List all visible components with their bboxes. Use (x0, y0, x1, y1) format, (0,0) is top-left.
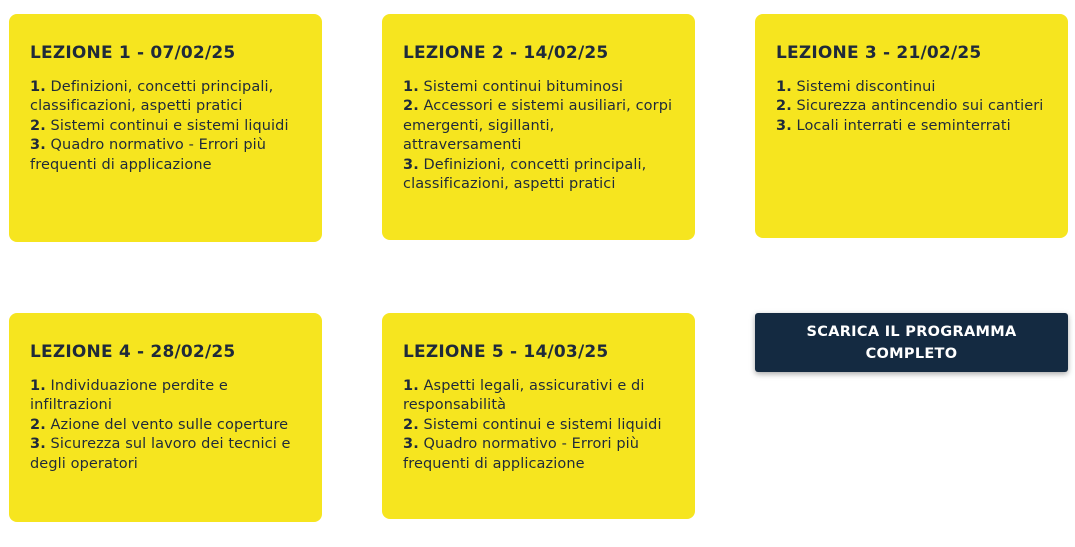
topic-text: Sistemi continui e sistemi liquidi (423, 416, 662, 433)
lesson-topic (30, 377, 302, 416)
lesson-title: LEZIONE 2 - 14/02/25 (403, 43, 609, 63)
topic-number: 1. (776, 79, 792, 95)
topic-text: Quadro normativo - Errori più frequenti di applicazione (403, 436, 640, 472)
lesson-topic (403, 435, 675, 474)
lesson-topic (30, 435, 302, 474)
topic-number: 1. (403, 79, 419, 95)
topic-text: Individuazione perdite e infiltrazioni (30, 378, 228, 414)
topic-number: 3. (30, 436, 46, 453)
topic-text: Sistemi continui bituminosi (423, 79, 624, 95)
topic-number: 2. (30, 117, 46, 134)
lesson-card-3 (755, 14, 1068, 238)
lesson-topics (403, 78, 675, 194)
lesson-card-5 (382, 313, 695, 519)
topic-number: 1. (30, 79, 46, 95)
lesson-card-2 (382, 14, 695, 240)
topic-text: Locali interrati e seminterrati (796, 117, 1011, 134)
lesson-title: LEZIONE 3 - 21/02/25 (776, 43, 982, 63)
lesson-title: LEZIONE 5 - 14/03/25 (403, 342, 609, 362)
lesson-topics (30, 78, 302, 175)
lesson-topic (403, 78, 675, 97)
topic-text: Definizioni, concetti principali, classificazioni, aspetti pratici (403, 156, 647, 193)
lesson-card-1 (9, 14, 322, 242)
download-button-label-line2: COMPLETO (865, 346, 958, 362)
topic-text: Definizioni, concetti principali, classificazioni, aspetti pratici (30, 79, 274, 115)
topic-text: Accessori e sistemi ausiliari, corpi emergenti, sigillanti, attraversamenti (403, 98, 673, 154)
lesson-topics (30, 377, 302, 474)
topic-number: 2. (776, 98, 792, 115)
lesson-topic (30, 117, 302, 136)
lesson-title: LEZIONE 4 - 28/02/25 (30, 342, 236, 362)
topic-number: 2. (403, 98, 419, 115)
topic-number: 3. (403, 436, 419, 453)
topic-text: Quadro normativo - Errori più frequenti di applicazione (30, 137, 267, 173)
lesson-topic (776, 78, 1048, 97)
topic-text: Azione del vento sulle coperture (50, 416, 289, 433)
topic-number: 2. (30, 416, 46, 433)
topic-number: 1. (30, 378, 46, 394)
topic-number: 2. (403, 416, 419, 433)
lesson-topic (776, 97, 1048, 116)
lesson-topic (403, 416, 675, 435)
topic-text: Sicurezza sul lavoro dei tecnici e degli operatori (30, 436, 291, 472)
lesson-topic (30, 78, 302, 117)
lesson-topic (403, 377, 675, 416)
lesson-topic (30, 136, 302, 175)
lesson-card-4 (9, 313, 322, 522)
download-program-button[interactable] (755, 313, 1068, 372)
topic-number: 3. (30, 137, 46, 154)
topic-text: Sistemi discontinui (796, 79, 936, 95)
topic-text: Sistemi continui e sistemi liquidi (50, 117, 289, 134)
lesson-topic (30, 416, 302, 435)
topic-number: 3. (403, 156, 419, 173)
lesson-topic (403, 97, 675, 155)
lesson-title: LEZIONE 1 - 07/02/25 (30, 43, 236, 63)
lesson-topics (776, 78, 1048, 136)
lesson-topic (403, 156, 675, 195)
topic-text: Aspetti legali, assicurativi e di responsabilità (403, 378, 645, 414)
topic-number: 3. (776, 117, 792, 134)
topic-number: 1. (403, 378, 419, 394)
lesson-topics (403, 377, 675, 474)
download-button-label-line1: SCARICA IL PROGRAMMA (806, 324, 1017, 340)
lesson-topic (776, 117, 1048, 136)
topic-text: Sicurezza antincendio sui cantieri (796, 98, 1044, 115)
